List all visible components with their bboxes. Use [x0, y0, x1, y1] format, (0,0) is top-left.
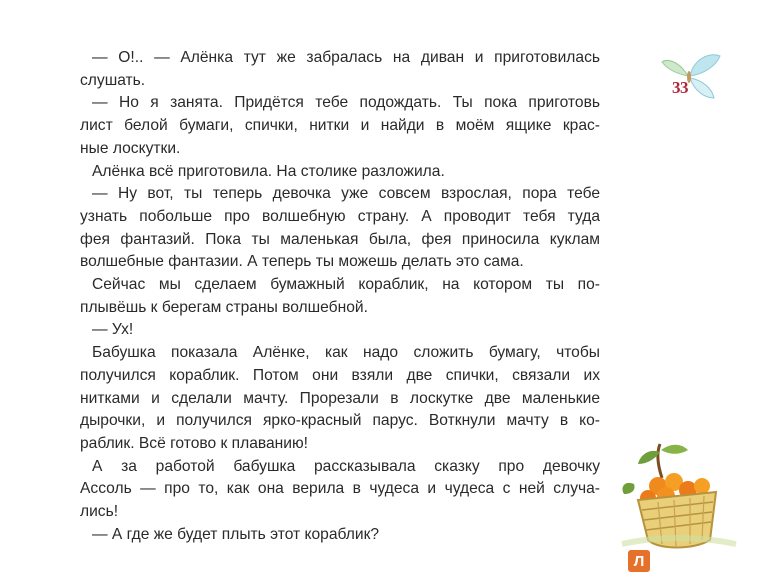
- text-line: — Но я занята. Придётся тебе подождать. Ты пока приготовь: [92, 94, 600, 112]
- basket-with-fruit-illustration: [618, 440, 738, 552]
- text-line: Сейчас мы сделаем бумажный кораблик, на котором ты по-: [92, 276, 600, 294]
- text-line: волшебные фантазии. А теперь ты можешь делать это сама.: [80, 253, 524, 271]
- text-line: получился кораблик. Потом они взяли две спички, связали их: [80, 366, 600, 384]
- text-line: раблик. Всё готово к плаванию!: [80, 434, 309, 452]
- text-line: плывёшь к берегам страны волшебной.: [80, 298, 368, 316]
- text-line: ные лоскутки.: [80, 139, 181, 157]
- page-number: 33: [672, 78, 688, 97]
- text-line: А за работой бабушка рассказывала сказку про девочку: [92, 457, 600, 475]
- text-line: фея фантазий. Пока ты маленькая была, фея приносила куклам: [80, 230, 600, 248]
- text-line: лист белой бумаги, спички, нитки и найди в моём ящике крас-: [80, 117, 600, 135]
- text-line: — Ух!: [92, 321, 134, 339]
- text-line: слушать.: [80, 71, 146, 89]
- text-line: Бабушка показала Алёнке, как надо сложить бумагу, чтобы: [92, 344, 600, 362]
- text-line: — О!.. — Алёнка тут же забралась на диван и приготовилась: [92, 49, 600, 66]
- text-line: узнать побольше про волшебную страну. А проводит тебя туда: [80, 207, 600, 225]
- text-line: Алёнка всё приготовила. На столике разложила.: [92, 162, 445, 180]
- text-line: нитками и сделали мачту. Прорезали в лоскутке две маленькие: [80, 389, 600, 407]
- text-line: лись!: [80, 503, 119, 521]
- story-text: [80, 47, 600, 546]
- butterfly-illustration: [660, 52, 722, 100]
- text-line: — Ну вот, ты теперь девочка уже совсем взрослая, пора тебе: [92, 185, 600, 203]
- text-line: — А где же будет плыть этот кораблик?: [92, 525, 380, 543]
- text-line: Ассоль — про то, как она верила в чудеса и чудеса с ней случа-: [80, 480, 600, 498]
- labirint-logo: Л: [628, 550, 650, 572]
- text-line: дырочки, и получился ярко-красный парус. Воткнули мачту в ко-: [80, 412, 600, 430]
